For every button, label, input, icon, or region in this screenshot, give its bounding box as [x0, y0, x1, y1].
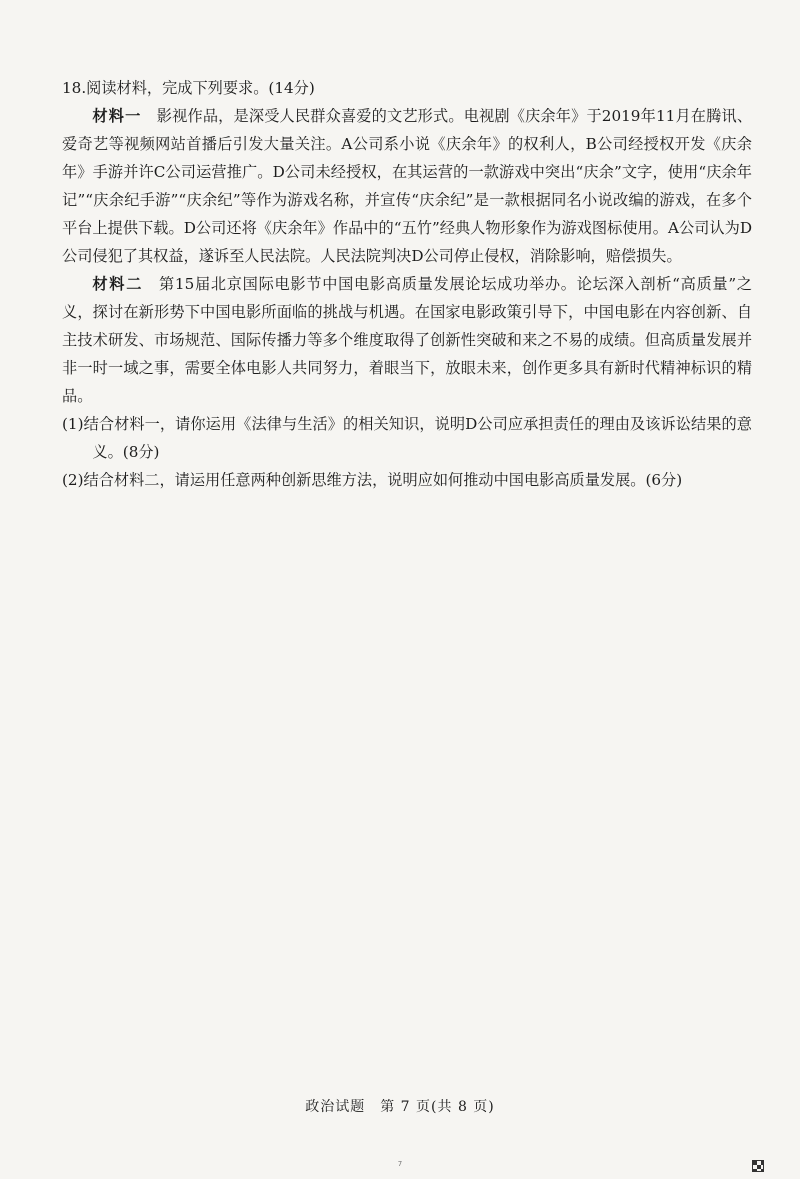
qr-code-icon: [752, 1160, 764, 1172]
page-footer: 政治试题 第 7 页(共 8 页): [305, 1099, 495, 1115]
material-2-text: 第15届北京国际电影节中国电影高质量发展论坛成功举办。论坛深入剖析“高质量”之义，探讨在新形势下中国电影所面临的挑战与机遇。在国家电影政策引导下，中国电影在内容创新、自主技术研发、市场规范、国际传播力等多个维度取得了创新性突破和来之不易的成绩。但高质量发展并非一时一域之事，需要全体电影人共同努力，着眼当下，放眼未来，创作更多具有新时代精神标识的精品。: [62, 275, 752, 405]
material-1-label: 材料一: [92, 107, 142, 125]
sub-question-2: (2)结合材料二，请运用任意两种创新思维方法，说明应如何推动中国电影高质量发展。(6分): [62, 471, 683, 489]
sub-question-1: (1)结合材料一，请你运用《法律与生活》的相关知识，说明D公司应承担责任的理由及该诉讼结果的意义。(8分): [62, 415, 752, 461]
page-mark: 7: [397, 1160, 403, 1168]
material-1-text: 影视作品，是深受人民群众喜爱的文艺形式。电视剧《庆余年》于2019年11月在腾讯、爱奇艺等视频网站首播后引发大量关注。A公司系小说《庆余年》的权利人，B公司经授权开发《庆余年》手游并许C公司运营推广。D公司未经授权，在其运营的一款游戏中突出“庆余”文字，使用“庆余年记”“庆余纪手游”“庆余纪”等作为游戏名称，并宣传“庆余纪”是一款根据同名小说改编的游戏，在多个平台上提供下载。D公司还将《庆余年》作品中的“五竹”经典人物形象作为游戏图标使用。A公司认为D公司侵犯了其权益，遂诉至人民法院。人民法院判决D公司停止侵权，消除影响，赔偿损失。: [62, 107, 753, 265]
material-1-paragraph: [62, 102, 752, 270]
material-2-paragraph: [62, 270, 752, 410]
material-2-label: 材料二: [92, 275, 144, 293]
question-block: [62, 74, 752, 494]
question-header: 18.阅读材料，完成下列要求。(14分): [62, 79, 315, 97]
